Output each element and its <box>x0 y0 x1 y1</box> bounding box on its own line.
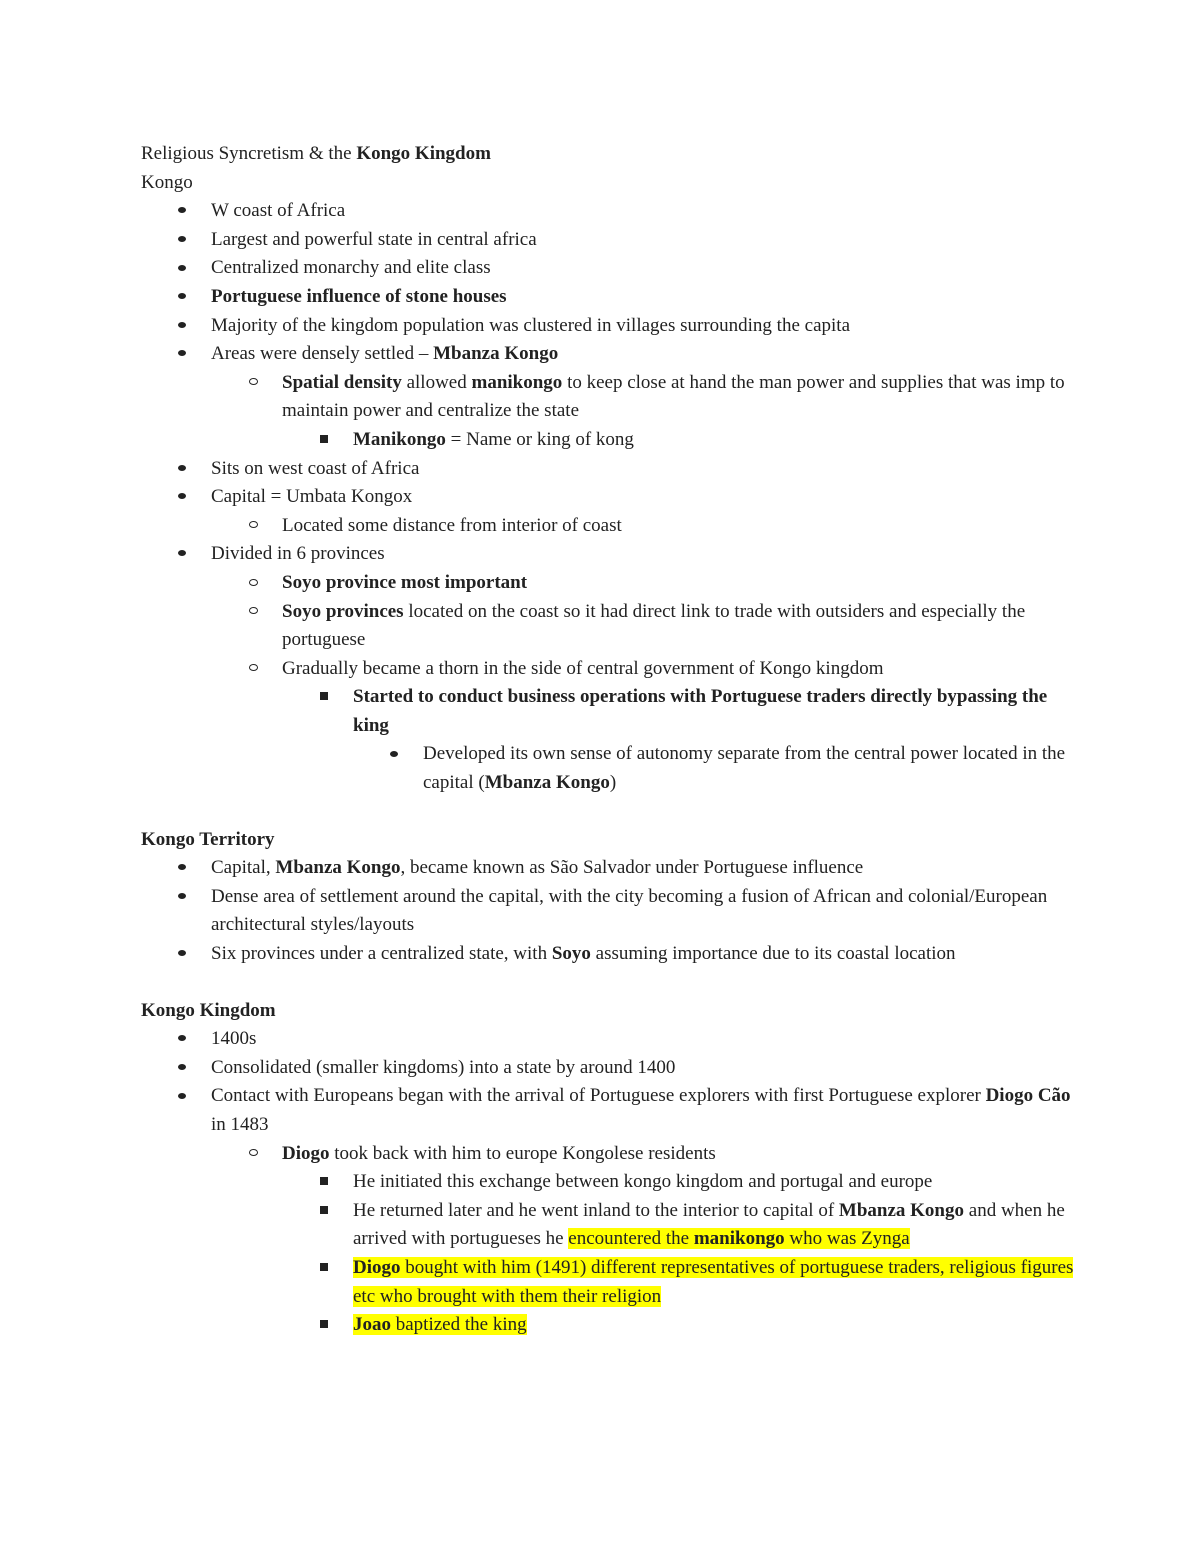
list-item: Capital, Mbanza Kongo, became known as São Salvador under Portuguese influence <box>141 854 1080 883</box>
square-bullet-icon <box>317 683 331 712</box>
list-item: Started to conduct business operations with Portuguese traders directly bypassing the king <box>141 683 1080 740</box>
list-item: 1400s <box>141 1025 1080 1054</box>
bullet-icon <box>175 312 189 341</box>
list-item: Consolidated (smaller kingdoms) into a state by around 1400 <box>141 1054 1080 1083</box>
list-item: Manikongo = Name or king of kong <box>141 426 1080 455</box>
highlighted-text: Joao baptized the king <box>353 1314 527 1336</box>
list-item: Spatial density allowed manikongo to keep close at hand the man power and supplies that was imp to maintain power and centralize the state <box>141 369 1080 426</box>
bullet-icon <box>175 197 189 226</box>
list-item: Portuguese influence of stone houses <box>141 283 1080 312</box>
highlighted-text: Diogo bought with him (1491) different representatives of portuguese traders, religious figures etc who brought with them their religion <box>353 1256 1074 1307</box>
square-bullet-icon <box>317 426 331 455</box>
list-item: Dense area of settlement around the capital, with the city becoming a fusion of African and colonial/European architectural styles/layouts <box>141 883 1080 940</box>
circle-bullet-icon <box>246 655 260 684</box>
bullet-icon <box>175 540 189 569</box>
kongo-list <box>141 197 1080 797</box>
paragraph-gap <box>141 969 1080 997</box>
list-item: Soyo province most important <box>141 569 1080 598</box>
bullet-icon <box>175 455 189 484</box>
bullet-icon <box>175 254 189 283</box>
list-item: Gradually became a thorn in the side of central government of Kongo kingdom <box>141 655 1080 684</box>
list-item: Six provinces under a centralized state, with Soyo assuming importance due to its coastal location <box>141 940 1080 969</box>
list-item: W coast of Africa <box>141 197 1080 226</box>
bullet-icon <box>175 1025 189 1054</box>
list-item: Majority of the kingdom population was clustered in villages surrounding the capita <box>141 312 1080 341</box>
bullet-icon <box>387 740 401 769</box>
bullet-icon <box>175 1054 189 1083</box>
circle-bullet-icon <box>246 1140 260 1169</box>
list-item: Largest and powerful state in central africa <box>141 226 1080 255</box>
section-heading-kongo-kingdom: Kongo Kingdom <box>141 999 276 1021</box>
list-item: Contact with Europeans began with the arrival of Portuguese explorers with first Portuguese explorer Diogo Cão in 1483 <box>141 1082 1080 1139</box>
circle-bullet-icon <box>246 369 260 398</box>
square-bullet-icon <box>317 1254 331 1283</box>
list-item: Diogo took back with him to europe Kongolese residents <box>141 1140 1080 1169</box>
kongo-territory-list <box>141 854 1080 968</box>
section-heading-kongo: Kongo <box>141 171 193 193</box>
list-item: Areas were densely settled – Mbanza Kongo <box>141 340 1080 369</box>
square-bullet-icon <box>317 1197 331 1226</box>
kongo-kingdom-list <box>141 1025 1080 1340</box>
list-item: Centralized monarchy and elite class <box>141 254 1080 283</box>
bullet-icon <box>175 883 189 912</box>
list-item: Sits on west coast of Africa <box>141 455 1080 484</box>
paragraph-gap <box>141 798 1080 826</box>
list-item: He initiated this exchange between kongo kingdom and portugal and europe <box>141 1168 1080 1197</box>
bullet-icon <box>175 854 189 883</box>
list-item <box>141 1311 1080 1340</box>
list-item <box>141 1254 1080 1311</box>
circle-bullet-icon <box>246 598 260 627</box>
bullet-icon <box>175 1082 189 1111</box>
highlighted-text: encountered the manikongo who was Zynga <box>568 1228 910 1250</box>
list-item: Developed its own sense of autonomy separate from the central power located in the capital (Mbanza Kongo) <box>141 740 1080 797</box>
list-item: He returned later and he went inland to the interior to capital of Mbanza Kongo and when he arrived with portugueses he encountered the manikongo who was Zynga <box>141 1197 1080 1254</box>
list-item: Capital = Umbata Kongox <box>141 483 1080 512</box>
list-item: Soyo provinces located on the coast so it had direct link to trade with outsiders and especially the portuguese <box>141 598 1080 655</box>
section-heading-kongo-territory: Kongo Territory <box>141 828 275 850</box>
bullet-icon <box>175 283 189 312</box>
square-bullet-icon <box>317 1311 331 1340</box>
bullet-icon <box>175 483 189 512</box>
list-item: Located some distance from interior of coast <box>141 512 1080 541</box>
square-bullet-icon <box>317 1168 331 1197</box>
document-body <box>141 140 1080 1340</box>
circle-bullet-icon <box>246 569 260 598</box>
circle-bullet-icon <box>246 512 260 541</box>
document-title <box>141 140 1080 169</box>
title-text: Religious Syncretism & the <box>141 143 357 164</box>
title-bold: Kongo Kingdom <box>356 143 491 164</box>
bullet-icon <box>175 340 189 369</box>
list-item: Divided in 6 provinces <box>141 540 1080 569</box>
bullet-icon <box>175 940 189 969</box>
bullet-icon <box>175 226 189 255</box>
